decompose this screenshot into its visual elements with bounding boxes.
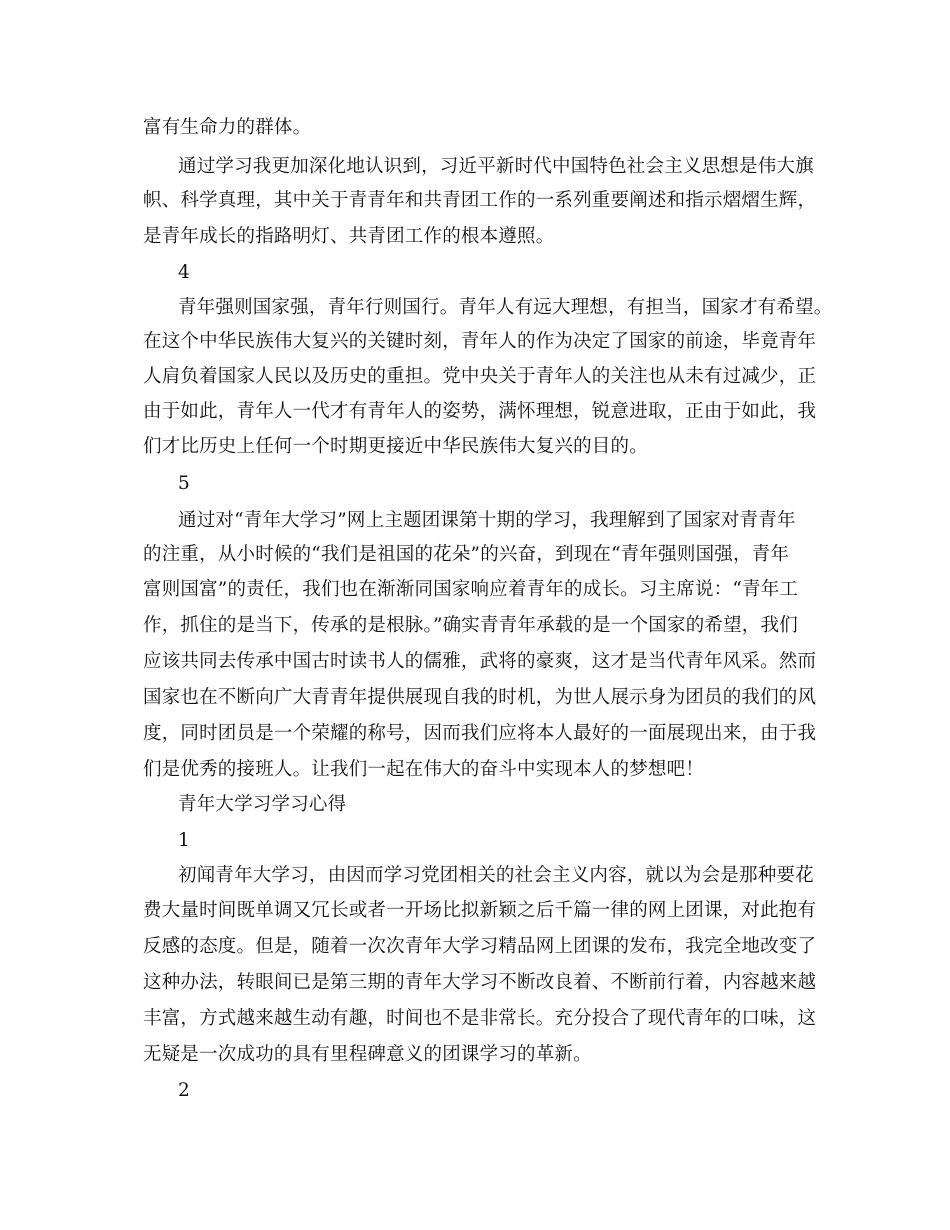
text-line: 反感的态度。但是，随着一次次青年大学习精品网上团课的发布，我完全地改变了 xyxy=(143,936,817,957)
text-line: 在这个中华民族伟大复兴的关键时刻，青年人的作为决定了国家的前途，毕竟青年 xyxy=(143,331,817,352)
text-line: 人肩负着国家人民以及历史的重担。党中央关于青年人的关注也从未有过减少，正 xyxy=(143,366,817,387)
text-line: 由于如此，青年人一代才有青年人的姿势，满怀理想，锐意进取，正由于如此，我 xyxy=(143,401,817,422)
text-line: 这种办法，转眼间已是第三期的青年大学习不断改良着、不断前行着，内容越来越 xyxy=(143,972,817,993)
text-line: 们是优秀的接班人。让我们一起在伟大的奋斗中实现本人的梦想吧！ xyxy=(143,759,705,780)
text-line: 青年强则国家强，青年行则国行。青年人有远大理想，有担当，国家才有希望。 xyxy=(178,297,833,318)
section-number: 2 xyxy=(178,1080,190,1101)
text-line: 费大量时间既单调又冗长或者一开场比拟新颖之后千篇一律的网上团课，对此抱有 xyxy=(143,900,817,921)
text-line: 通过对“青年大学习”网上主题团课第十期的学习，我理解到了国家对青青年 xyxy=(178,510,796,531)
text-line: 度，同时团员是一个荣耀的称号，因而我们应将本人最好的一面展现出来，由于我 xyxy=(143,723,817,744)
text-line: 丰富，方式越来越生动有趣，时间也不是非常长。充分投合了现代青年的口味，这 xyxy=(143,1008,817,1029)
text-line: 富则国富”的责任，我们也在渐渐同国家响应着青年的成长。习主席说：“青年工 xyxy=(143,579,799,600)
text-line: 应该共同去传承中国古时读书人的儒雅，武将的豪爽，这才是当代青年风采。然而 xyxy=(143,651,817,672)
section-number: 1 xyxy=(178,830,190,851)
section-number: 4 xyxy=(178,262,190,283)
text-line: 通过学习我更加深化地认识到，习近平新时代中国特色社会主义思想是伟大旗 xyxy=(178,156,814,177)
text-line: 帜、科学真理，其中关于青青年和共青团工作的一系列重要阐述和指示熠熠生辉， xyxy=(143,190,817,211)
section-heading: 青年大学习学习心得 xyxy=(178,794,347,815)
text-line: 们才比历史上任何一个时期更接近中华民族伟大复兴的目的。 xyxy=(143,436,648,457)
text-line: 无疑是一次成功的具有里程碑意义的团课学习的革新。 xyxy=(143,1044,592,1065)
text-line: 富有生命力的群体。 xyxy=(143,117,312,138)
text-line: 初闻青年大学习，由因而学习党团相关的社会主义内容，就以为会是那种要花 xyxy=(178,865,814,886)
section-number: 5 xyxy=(178,473,190,494)
text-line: 的注重，从小时候的“我们是祖国的花朵”的兴奋，到现在“青年强则国强，青年 xyxy=(143,544,790,565)
text-line: 国家也在不断向广大青青年提供展现自我的时机，为世人展示身为团员的我们的风 xyxy=(143,687,817,708)
text-line: 是青年成长的指路明灯、共青团工作的根本遵照。 xyxy=(143,226,555,247)
text-line: 作，抓住的是当下，传承的是根脉。”确实青青年承载的是一个国家的希望，我们 xyxy=(143,615,798,636)
